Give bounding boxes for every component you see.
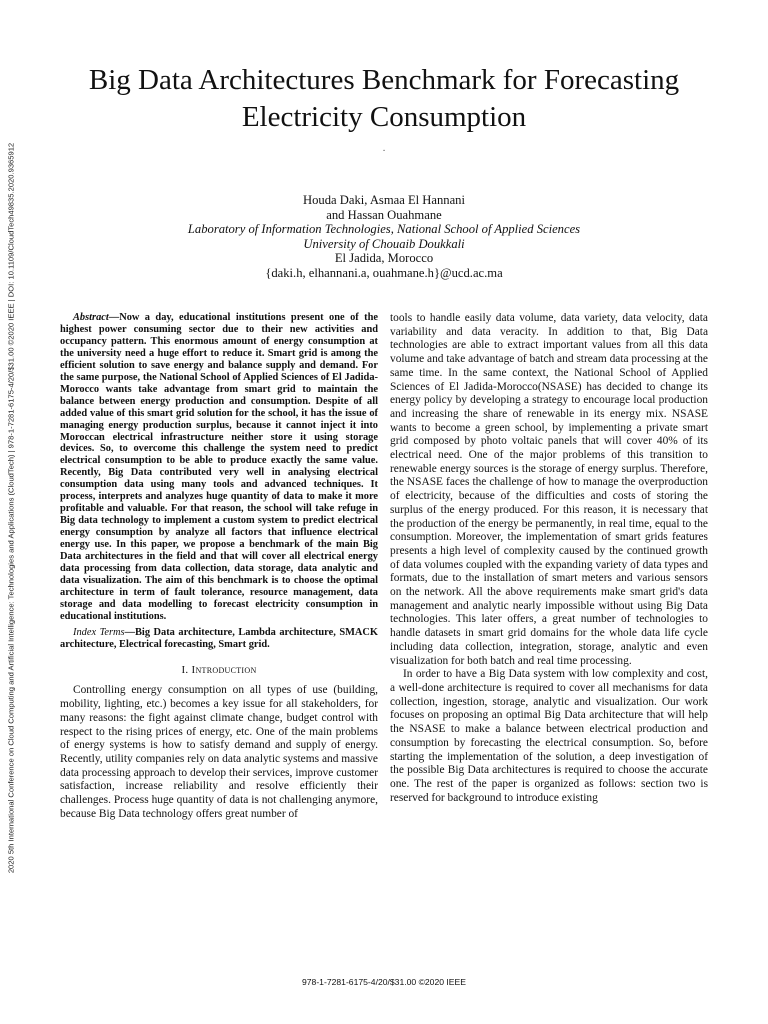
- intro-paragraph-1: Controlling energy consumption on all types of use (building, mobility, lighting, etc.) becomes a key issue for all stakeholders, for many reasons: the fight against climate change, budget control with respect to the rising prices of energy, etc. One of the main problems of energy systems is how to satisfy demand and supply of energy. Recently, utility companies rely on data analytic systems and massive data processing approach to develop their services, improve customer satisfaction, increase reliability and resolve efficiently their challenges. Process huge quantity of data is not challenging anymore, because Big Data technology offers great number of: [60, 684, 378, 820]
- page-footer: 978-1-7281-6175-4/20/$31.00 ©2020 IEEE: [301, 977, 466, 987]
- abstract: [60, 312, 378, 623]
- left-column: [60, 312, 378, 821]
- title-dot: ·: [382, 146, 386, 157]
- index-terms-label: Index Terms: [73, 626, 125, 638]
- author-block: [100, 193, 668, 281]
- side-citation-text: 2020 5th International Conference on Cloud Computing and Artificial Intelligence: Technologies and Applications (CloudTech) | 978-1-7281-6175-4/20/$31.00 ©2020 IEEE | DOI: 10.1109/CloudTech49835.2020.9365912: [6, 142, 16, 874]
- section-title: Introduction: [191, 663, 257, 676]
- section-number: I.: [181, 663, 189, 676]
- right-paragraph-2: In order to have a Big Data system with low complexity and cost, a well-done architecture is required to cover all mechanisms for data collection, ingestion, storage, analytic and visualization. Our work focuses on proposing an optimal Big Data architecture that will help the NSASE to make a balance between electrical production and consumption by forecasting the electrical consumption. So, before starting the implementation of the solution, a deep investigation of the possible Big Data architectures is required to choose the accurate one. The rest of the paper is organized as follows: section two is reserved for background to introduce existing: [390, 668, 708, 804]
- affiliation-lab: Laboratory of Information Technologies, National School of Applied Sciences: [187, 222, 581, 237]
- title-line-2: Electricity Consumption: [241, 101, 527, 133]
- author-emails: {daki.h, elhannani.a, ouahmane.h}@ucd.ac.ma: [265, 265, 503, 280]
- author-names-2: and Hassan Ouahmane: [326, 207, 442, 222]
- side-citation-strip: [4, 48, 18, 968]
- right-paragraph-1: tools to handle easily data volume, data variety, data velocity, data variability and data veracity. In addition to that, Big Data technologies are able to extract important values from all this data volume and take advantage of batch and stream data processing at the same time. In the same context, the National School of Applied Sciences of El Jadida-Morocco(NSASE) has decided to change its energy policy by developing a strategy to encourage local production and increasing the share of renewable in its energy mix. NSASE wants to become a green school, by implementing a private smart grid composed by photo voltaic panels that will cover 40% of its electrical need. One of the major problems of this transition to renewable energy sources is the storage of energy surplus. Therefore, the NSASE faces the challenge of how to manage the overproduction of electricity, because of the difficulties and costs of storing the surplus of the energy produced. For this reason, it is necessary that the production of the energy be permanently, in real time, equal to the consumption. Moreover, the implementation of smart grids features presents a high level of complexity caused by the continued growth of data volumes coupled with the expanding variety of data types and formats, due to the installation of smart meters and various sensors on the network. All the above requirements make smart grid's data management and analytic nearly impossible without using Big Data technologies. This later offers, a great number of technologies to handle datasets in smart grid domains for the whole data life cycle including data collection, integration, storage, analytic and even visualization for both batch and real time processing.: [390, 312, 708, 667]
- index-terms-text: —Big Data architecture, Lambda architecture, SMACK architecture, Electrical forecasting, Smart grid.: [60, 626, 378, 650]
- affiliation-university: University of Chouaib Doukkali: [303, 236, 465, 251]
- paper-title: [40, 62, 728, 136]
- abstract-label: Abstract: [73, 312, 109, 323]
- right-column: [390, 312, 708, 805]
- abstract-text: —Now a day, educational institutions present one of the highest power consuming sector due to their new activities and occupancy pattern. This enormous amount of energy consumption at the university need a huge effort to reduce it. Smart grid is among the efficient solution to save energy and balance supply and demand. For the same purpose, the National School of Applied Sciences of El Jadida-Morocco wants take advantage from smart grid to maintain the balance between energy production and consumption. Despite of all added value of this smart grid solution for the school, it has the issue of managing energy production surplus, because it cannot inject it into Moroccan electrical infrastructure neither store it using storage devices. So, to overcome this challenge the system need to predict electrical consumption to be able to produce exactly the same value. Recently, Big Data contributed very well in analysing electrical consumption data using many tools and advanced techniques. It process, interprets and analyzes huge quantity of data to make it more profitable and valuable. For that reason, the school will take refuge in Big data technology to implement a custom system to predict electrical energy consumption by analyze all factors that influence electrical energy use. In this paper, we propose a benchmark of the main Big Data architectures in the field and that will cover all electrical energy data processing from data collection, data storage, data analytic and data visualization. The aim of this benchmark is to choose the optimal architecture in term of fault tolerance, resource management, data storage and data modelling to forecast electricity consumption in educational institutions.: [60, 312, 378, 622]
- section-heading-introduction: [60, 664, 378, 678]
- affiliation-location: El Jadida, Morocco: [334, 251, 434, 266]
- title-line-1: Big Data Architectures Benchmark for Forecasting: [88, 64, 680, 96]
- index-terms: [60, 627, 378, 651]
- author-names-1: Houda Daki, Asmaa El Hannani: [303, 193, 465, 207]
